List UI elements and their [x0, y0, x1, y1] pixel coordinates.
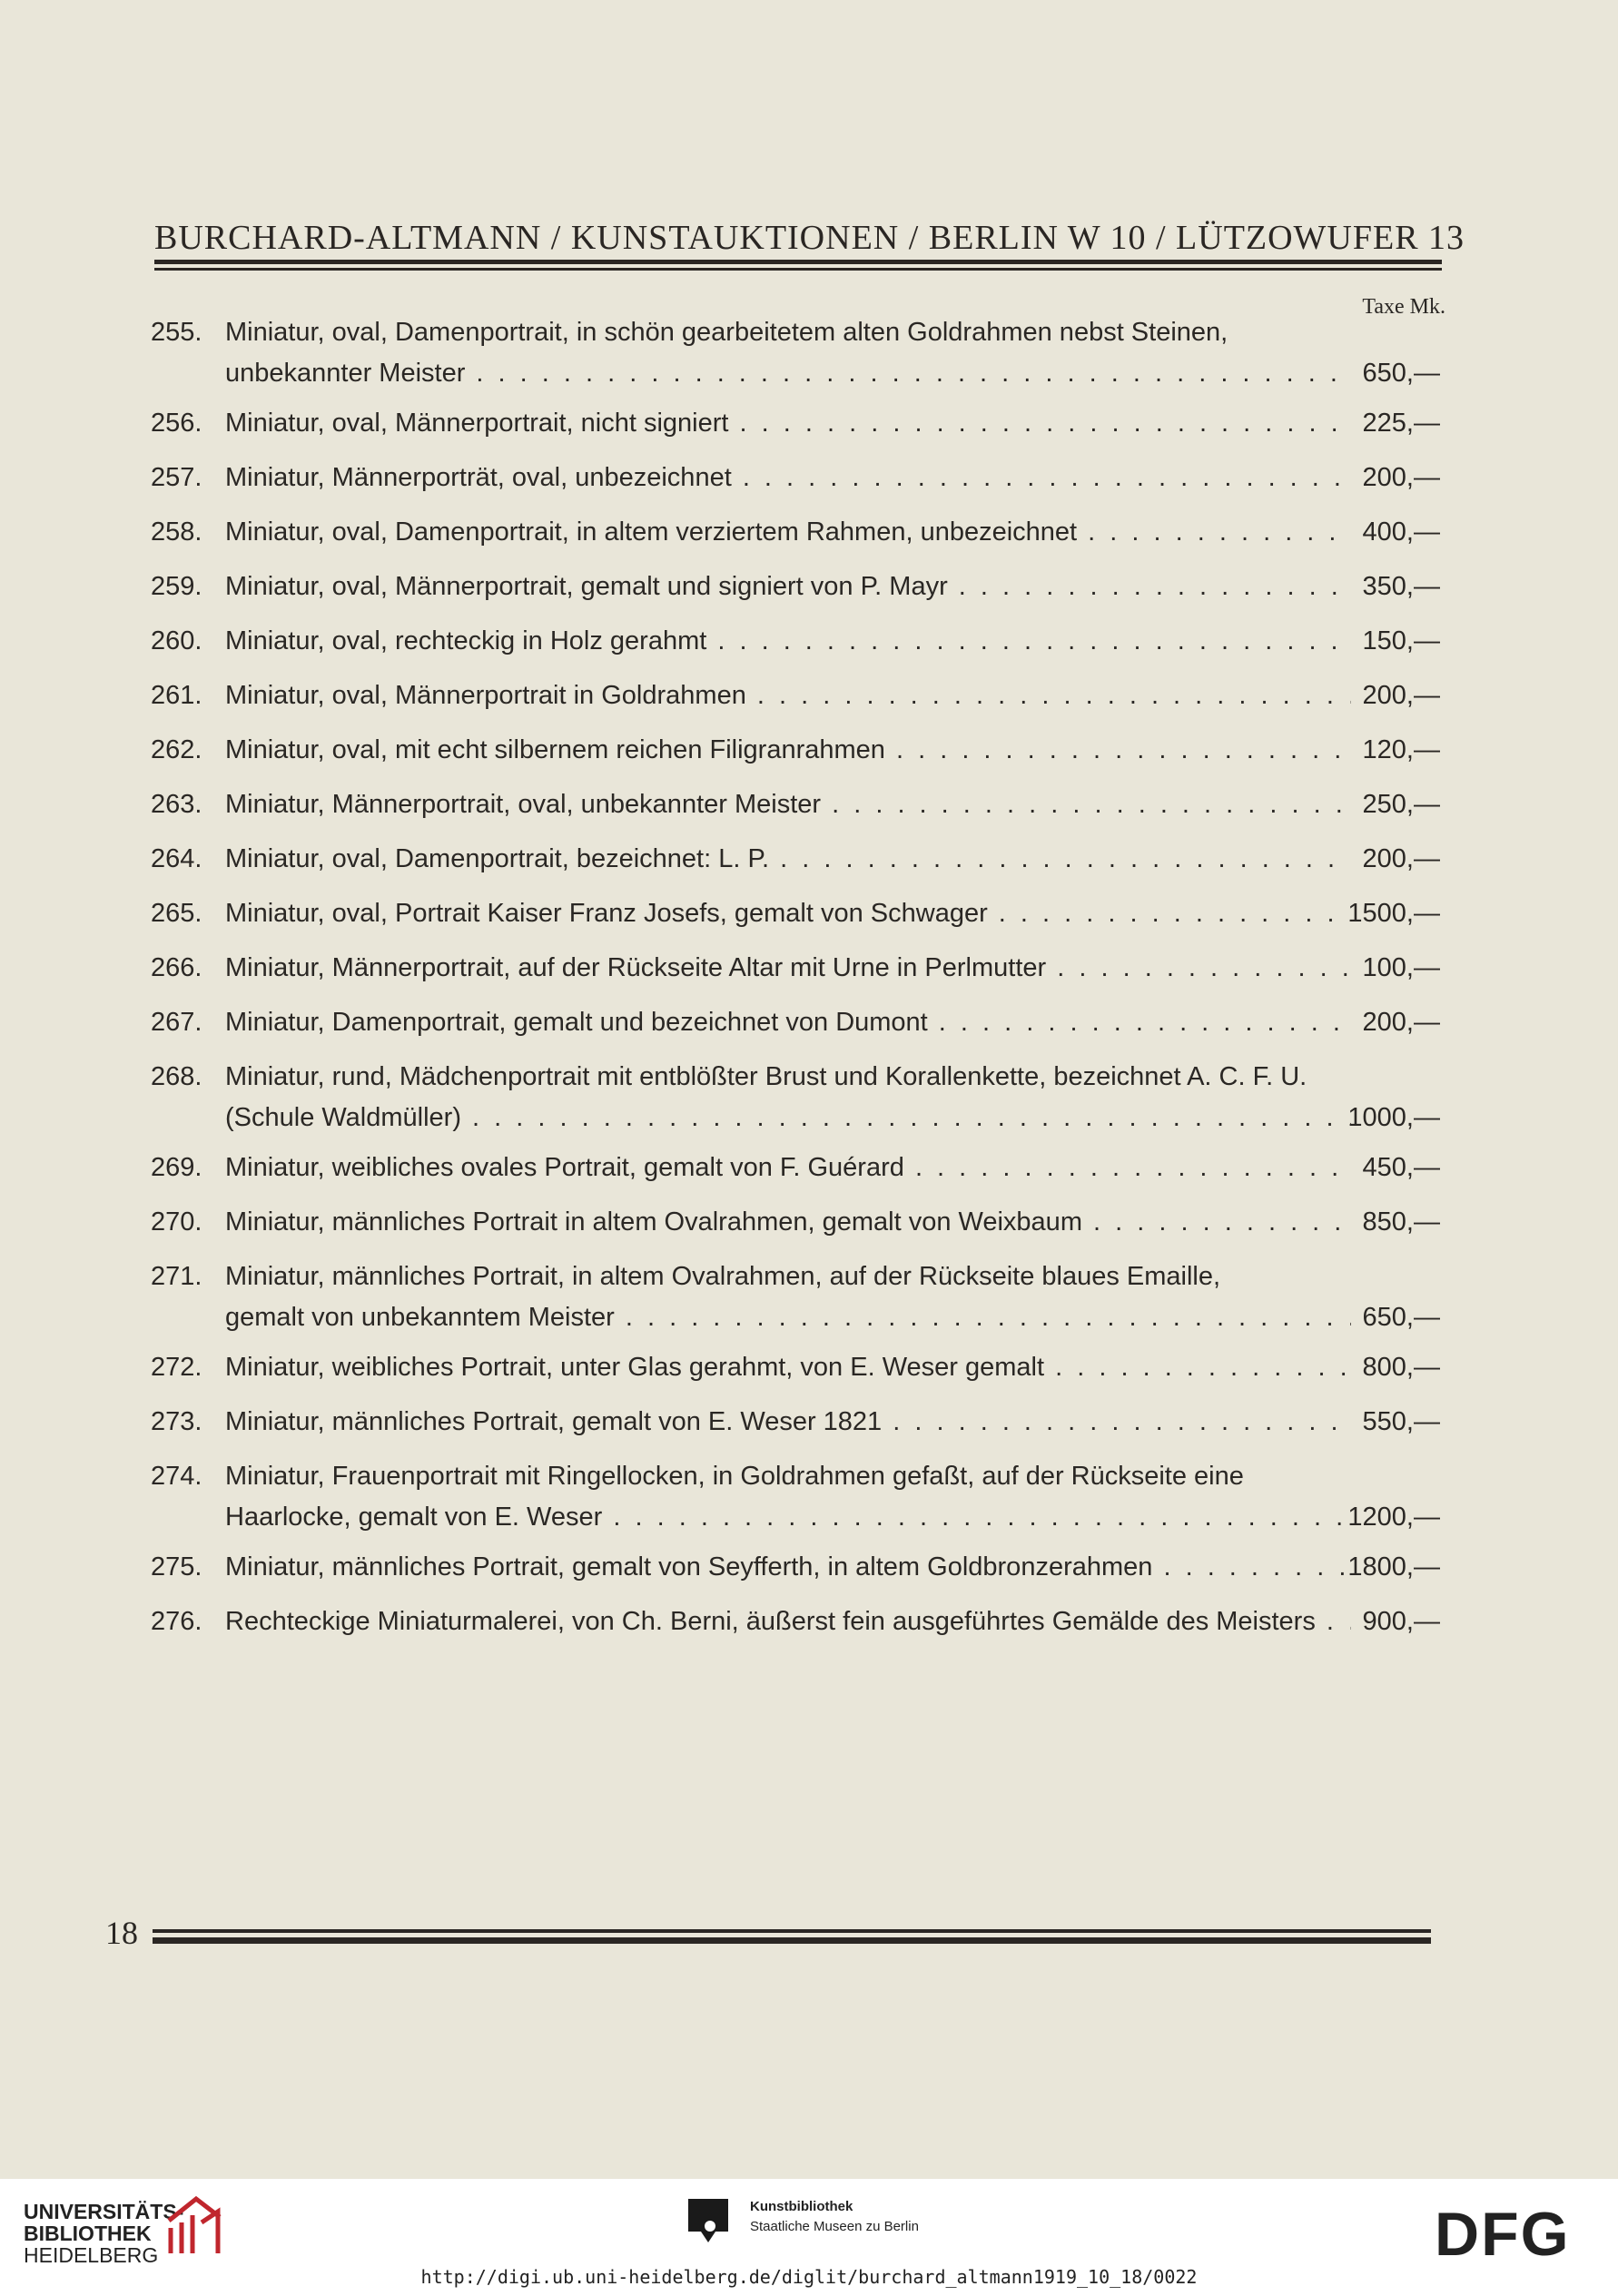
lot-price: 1500,— — [1347, 899, 1440, 928]
header-rule — [154, 260, 1442, 264]
lot-price: 150,— — [1362, 626, 1440, 655]
lot-price: 1200,— — [1347, 1503, 1440, 1532]
lot-number: 267. — [151, 1008, 202, 1037]
header-rule — [154, 268, 1442, 271]
lot-description-line: Miniatur, Männerporträt, oval, unbezeichnet . . . — [225, 463, 1351, 498]
lot-price: 200,— — [1362, 681, 1440, 710]
dfg-logo[interactable]: DFG — [1435, 2200, 1571, 2269]
lot-number: 270. — [151, 1207, 202, 1237]
lot-description-line: Miniatur, männliches Portrait, gemalt von E. Weser 1821 . . . — [225, 1407, 1351, 1442]
lot-description-line: gemalt von unbekanntem Meister . . . — [225, 1303, 1351, 1337]
lot-number: 266. — [151, 953, 202, 982]
lot-description-line: Miniatur, oval, Damenportrait, in schön gearbeitetem alten Goldrahmen nebst Steinen, — [225, 318, 1228, 347]
lot-description-line: Haarlocke, gemalt von E. Weser . . . — [225, 1503, 1351, 1537]
lot-number: 275. — [151, 1552, 202, 1582]
lot-price: 350,— — [1362, 572, 1440, 601]
lot-number: 263. — [151, 790, 202, 819]
page-header-title: BURCHARD-ALTMANN / KUNSTAUKTIONEN / BERLIN W 10 / LÜTZOWUFER 13 — [154, 219, 1465, 257]
library-name-line: BIBLIOTHEK — [24, 2222, 152, 2245]
lot-description-line: Miniatur, Männerportrait, auf der Rückseite Altar mit Urne in Perlmutter . . . — [225, 953, 1351, 988]
lot-number: 273. — [151, 1407, 202, 1436]
library-name-line: UNIVERSITÄTS- — [24, 2200, 184, 2223]
source-url[interactable]: http://digi.ub.uni-heidelberg.de/diglit/burchard_altmann1919_10_18/0022 — [420, 2266, 1198, 2288]
footer-rule — [153, 1929, 1431, 1933]
lot-number: 262. — [151, 735, 202, 764]
kb-name-line: Staatliche Museen zu Berlin — [750, 2219, 919, 2234]
lot-description-line: Miniatur, oval, Portrait Kaiser Franz Josefs, gemalt von Schwager . . . — [225, 899, 1351, 933]
price-column-label: Taxe Mk. — [1362, 295, 1445, 319]
lot-number: 276. — [151, 1607, 202, 1636]
lot-number: 271. — [151, 1262, 202, 1291]
university-library-logo[interactable] — [24, 2201, 183, 2266]
lot-description-line: Miniatur, oval, rechteckig in Holz gerahmt . . . — [225, 626, 1351, 661]
lot-description-line: Miniatur, Frauenportrait mit Ringellocken, in Goldrahmen gefaßt, auf der Rückseite eine — [225, 1462, 1244, 1491]
lot-description-line: Rechteckige Miniaturmalerei, von Ch. Berni, äußerst fein ausgeführtes Gemälde des Meisters . . . — [225, 1607, 1351, 1641]
lot-description-line: Miniatur, männliches Portrait, gemalt von Seyfferth, in altem Goldbronzerahmen . . . — [225, 1552, 1351, 1587]
lot-price: 450,— — [1362, 1153, 1440, 1182]
lot-number: 259. — [151, 572, 202, 601]
lot-number: 264. — [151, 844, 202, 873]
lot-number: 260. — [151, 626, 202, 655]
library-name-line: HEIDELBERG — [24, 2243, 159, 2267]
lot-price: 400,— — [1362, 517, 1440, 547]
lot-number: 257. — [151, 463, 202, 492]
kunstbibliothek-logo[interactable] — [750, 2197, 919, 2237]
lot-description-line: Miniatur, weibliches Portrait, unter Glas gerahmt, von E. Weser gemalt . . . — [225, 1353, 1351, 1387]
lot-number: 268. — [151, 1062, 202, 1091]
lot-description-line: Miniatur, oval, Damenportrait, bezeichnet: L. P. . . . — [225, 844, 1351, 879]
lot-number: 255. — [151, 318, 202, 347]
lot-price: 800,— — [1362, 1353, 1440, 1382]
lot-description-line: Miniatur, oval, Männerportrait, nicht signiert . . . — [225, 409, 1351, 443]
lot-price: 225,— — [1362, 409, 1440, 438]
lot-price: 550,— — [1362, 1407, 1440, 1436]
page-number: 18 — [105, 1915, 138, 1951]
lot-description-line: Miniatur, rund, Mädchenportrait mit entblößter Brust und Korallenkette, bezeichnet A. C. F. U. — [225, 1062, 1307, 1091]
lot-number: 274. — [151, 1462, 202, 1491]
lot-price: 650,— — [1362, 359, 1440, 388]
lot-description-line: Miniatur, oval, Männerportrait, gemalt und signiert von P. Mayr . . . — [225, 572, 1351, 606]
lot-number: 265. — [151, 899, 202, 928]
lot-number: 269. — [151, 1153, 202, 1182]
lot-price: 850,— — [1362, 1207, 1440, 1237]
kunstbibliothek-icon — [688, 2199, 728, 2242]
lot-description-line: Miniatur, oval, Männerportrait in Goldrahmen . . . — [225, 681, 1351, 715]
footer-rule — [153, 1937, 1431, 1944]
lot-description-line: Miniatur, Männerportrait, oval, unbekannter Meister . . . — [225, 790, 1351, 824]
lot-price: 900,— — [1362, 1607, 1440, 1636]
lot-number: 261. — [151, 681, 202, 710]
lot-description-line: Miniatur, weibliches ovales Portrait, gemalt von F. Guérard . . . — [225, 1153, 1351, 1187]
lot-description-line: Miniatur, oval, Damenportrait, in altem verziertem Rahmen, unbezeichnet . . . — [225, 517, 1351, 552]
lot-price: 1800,— — [1347, 1552, 1440, 1582]
lot-price: 120,— — [1362, 735, 1440, 764]
lot-number: 258. — [151, 517, 202, 547]
lot-description-line: (Schule Waldmüller) . . . — [225, 1103, 1351, 1138]
lot-price: 200,— — [1362, 844, 1440, 873]
lot-price: 200,— — [1362, 463, 1440, 492]
lot-description-line: unbekannter Meister . . . — [225, 359, 1351, 393]
lot-description-line: Miniatur, männliches Portrait in altem Ovalrahmen, gemalt von Weixbaum . . . — [225, 1207, 1351, 1242]
lot-price: 650,— — [1362, 1303, 1440, 1332]
lot-price: 250,— — [1362, 790, 1440, 819]
lot-description-line: Miniatur, oval, mit echt silbernem reichen Filigranrahmen . . . — [225, 735, 1351, 770]
lot-number: 272. — [151, 1353, 202, 1382]
university-library-icon — [165, 2195, 223, 2257]
lot-description-line: Miniatur, männliches Portrait, in altem Ovalrahmen, auf der Rückseite blaues Emaille, — [225, 1262, 1221, 1291]
kb-name-line: Kunstbibliothek — [750, 2199, 853, 2214]
lot-price: 1000,— — [1347, 1103, 1440, 1132]
lot-description-line: Miniatur, Damenportrait, gemalt und bezeichnet von Dumont . . . — [225, 1008, 1351, 1042]
lot-number: 256. — [151, 409, 202, 438]
lot-price: 100,— — [1362, 953, 1440, 982]
lot-price: 200,— — [1362, 1008, 1440, 1037]
